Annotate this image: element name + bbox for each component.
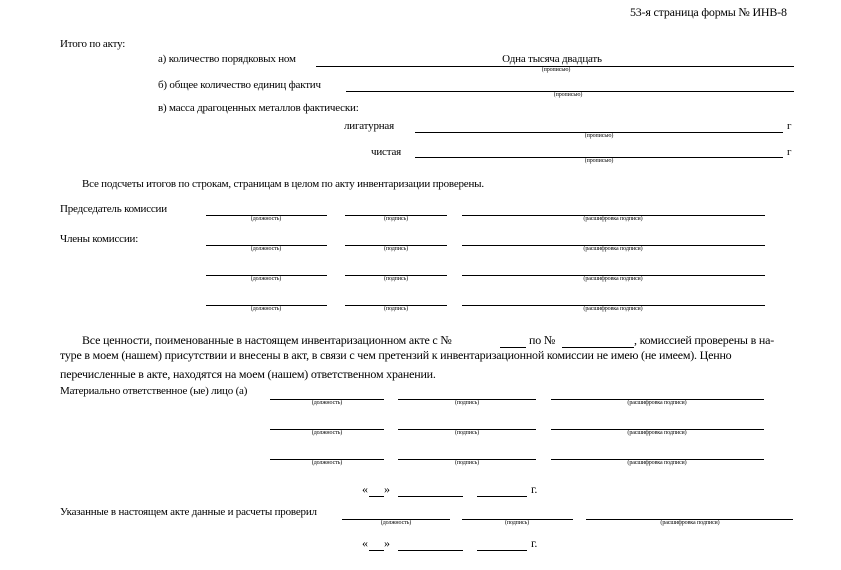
caption-words: (прописью) <box>584 133 614 139</box>
caption-position: (должность) <box>250 246 282 252</box>
caption-signature: (подпись) <box>454 400 479 406</box>
caption-decoding: (расшифровка подписи) <box>583 216 643 222</box>
caption-signature: (подпись) <box>383 216 408 222</box>
verified-label: Указанные в настоящем акте данные и расчеты проверил <box>60 506 317 518</box>
totals-item-b-label: б) общее количество единиц фактич <box>158 79 321 91</box>
caption-decoding: (расшифровка подписи) <box>660 520 720 526</box>
caption-signature: (подпись) <box>504 520 529 526</box>
totals-item-c-label: в) масса драгоценных металлов фактически: <box>158 102 359 114</box>
caption-decoding: (расшифровка подписи) <box>583 246 643 252</box>
caption-words: (прописью) <box>553 92 583 98</box>
responsibility-line2-clip <box>60 349 794 365</box>
totals-item-a-value: Одна тысяча двадцать <box>502 53 602 65</box>
caption-words: (прописью) <box>584 158 614 164</box>
date2-open-quote: « <box>362 536 368 550</box>
page-label: 53-я страница формы № ИНВ-8 <box>630 5 787 19</box>
caption-position: (должность) <box>380 520 412 526</box>
caption-signature: (подпись) <box>454 460 479 466</box>
date1-year-line <box>477 496 527 497</box>
checked-note: Все подсчеты итогов по строкам, страницам в целом по акту инвентаризации проверены. <box>82 178 484 190</box>
date2-year-line <box>477 550 527 551</box>
to-number-line <box>562 347 634 348</box>
pure-label: чистая <box>371 146 401 158</box>
responsibility-line1-b: по № <box>529 333 556 347</box>
caption-position: (должность) <box>250 306 282 312</box>
caption-position: (должность) <box>311 400 343 406</box>
totals-heading: Итого по акту: <box>60 38 126 50</box>
responsibility-line2: туре в моем (нашем) присутствии и внесены в акт, в связи с чем претензий к инвентаризационной комиссии не имею (не имеем). Ценно <box>60 349 732 362</box>
chairman-label: Председатель комиссии <box>60 203 167 215</box>
responsibility-line3: перечисленные в акте, находятся на моем (нашем) ответственном хранении. <box>60 367 436 381</box>
caption-signature: (подпись) <box>454 430 479 436</box>
caption-decoding: (расшифровка подписи) <box>583 276 643 282</box>
person-label: Материально ответственное (ые) лицо (а) <box>60 385 248 397</box>
person-label-clip <box>60 385 270 399</box>
caption-position: (должность) <box>311 430 343 436</box>
ligature-label: лигатурная <box>344 120 394 132</box>
caption-position: (должность) <box>311 460 343 466</box>
ligature-unit: г <box>787 120 792 132</box>
caption-signature: (подпись) <box>383 306 408 312</box>
pure-unit: г <box>787 146 792 158</box>
responsibility-line1-c: , комиссией проверены в на- <box>634 333 774 347</box>
date1-month-line <box>398 496 463 497</box>
caption-position: (должность) <box>250 216 282 222</box>
caption-position: (должность) <box>250 276 282 282</box>
date2-day-line <box>369 550 384 551</box>
caption-words: (прописью) <box>541 67 571 73</box>
date2-year-suffix: г. <box>531 536 538 550</box>
date1-day-line <box>369 496 384 497</box>
caption-decoding: (расшифровка подписи) <box>627 430 687 436</box>
caption-signature: (подпись) <box>383 276 408 282</box>
date2-close-quote: » <box>384 536 390 550</box>
date2-month-line <box>398 550 463 551</box>
caption-decoding: (расшифровка подписи) <box>627 400 687 406</box>
caption-decoding: (расшифровка подписи) <box>583 306 643 312</box>
from-number-line <box>500 347 526 348</box>
responsibility-line1-a: Все ценности, поименованные в настоящем инвентаризационном акте с № <box>82 333 452 347</box>
members-label: Члены комиссии: <box>60 233 139 245</box>
verified-label-clip <box>60 506 342 520</box>
caption-signature: (подпись) <box>383 246 408 252</box>
date1-open-quote: « <box>362 482 368 496</box>
date1-year-suffix: г. <box>531 482 538 496</box>
date1-close-quote: » <box>384 482 390 496</box>
totals-item-a-label: а) количество порядковых ном <box>158 53 296 65</box>
caption-decoding: (расшифровка подписи) <box>627 460 687 466</box>
